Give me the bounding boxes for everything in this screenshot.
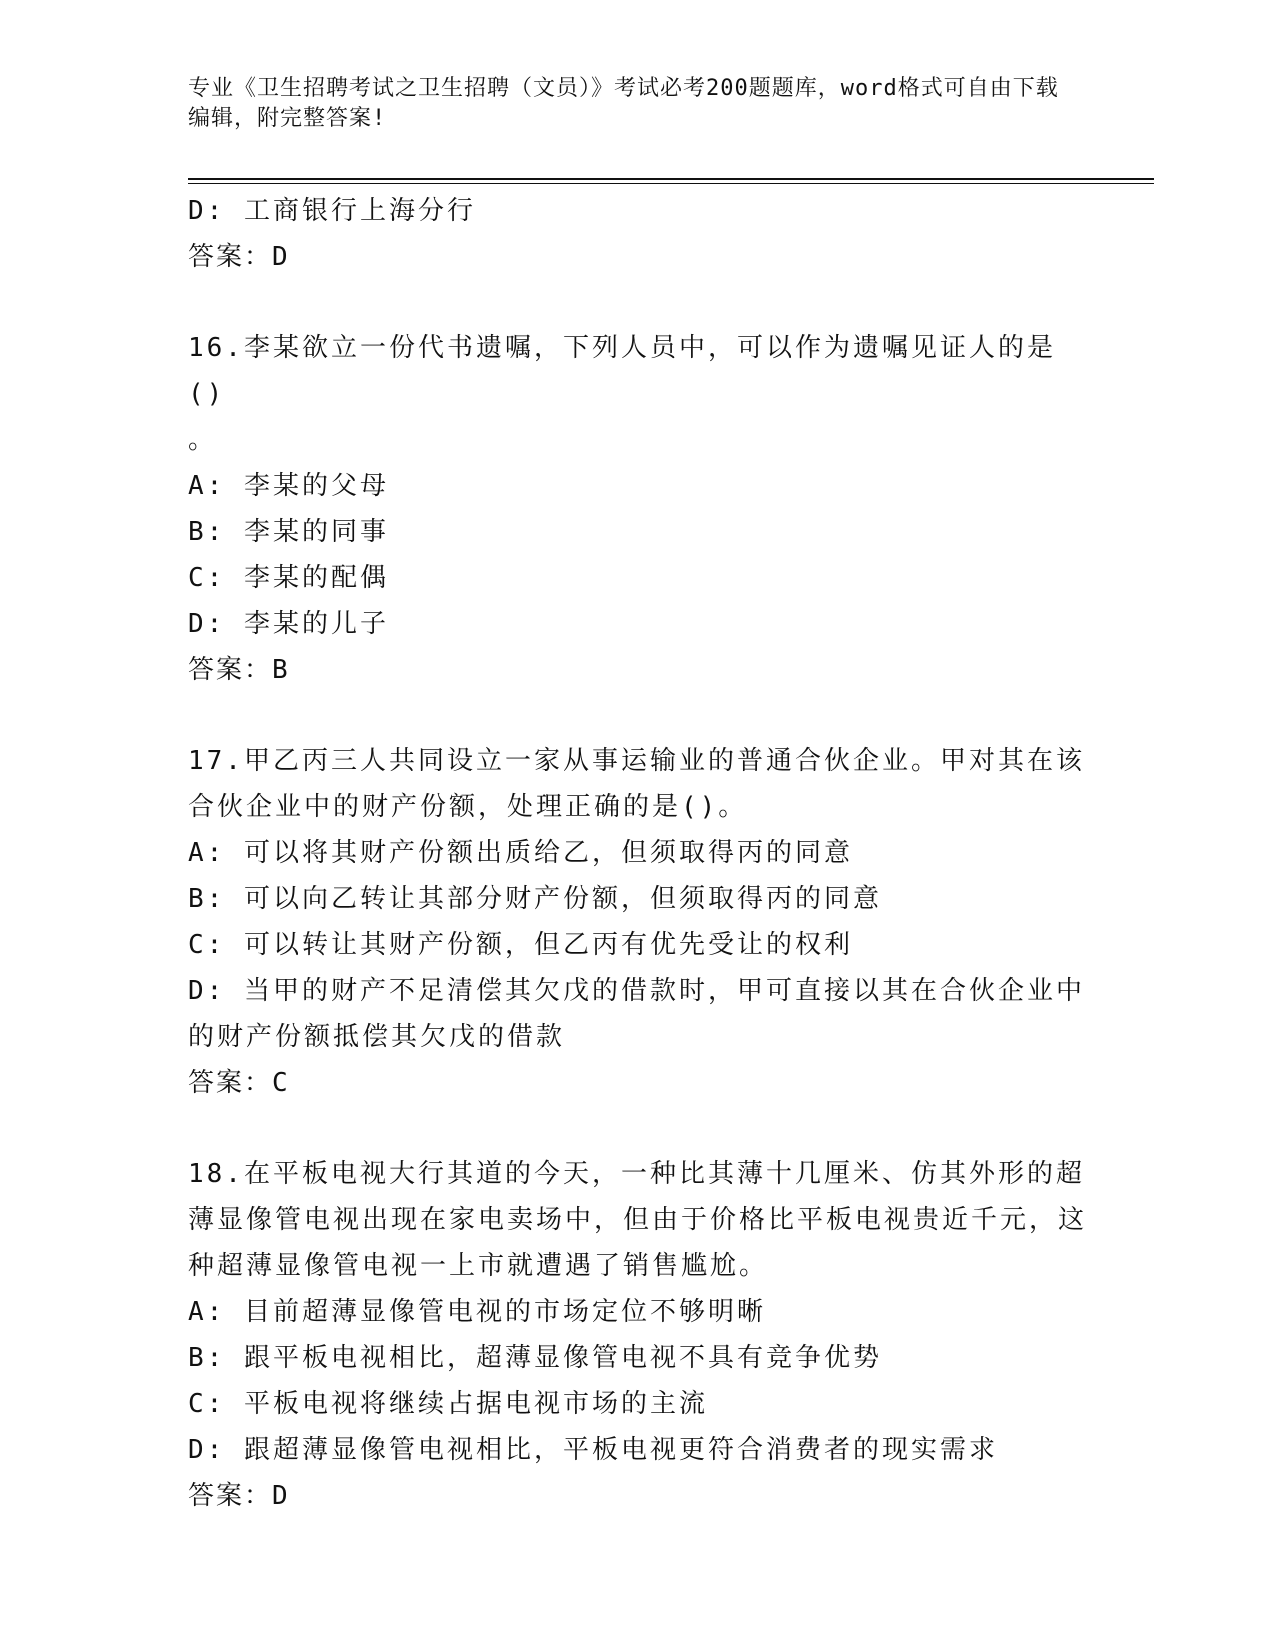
option-a: A: 目前超薄显像管电视的市场定位不够明晰 xyxy=(188,1297,766,1327)
answer xyxy=(188,1473,1088,1519)
option-c: C: 平板电视将继续占据电视市场的主流 xyxy=(188,1389,708,1419)
question-content xyxy=(188,188,1088,1519)
answer-value: D xyxy=(272,242,288,272)
answer xyxy=(188,1060,1088,1106)
document-header: 专业《卫生招聘考试之卫生招聘（文员）》考试必考200题题库，word格式可自由下载编辑，附完整答案! xyxy=(188,76,1059,131)
answer xyxy=(188,647,1088,693)
question-stem: 18.在平板电视大行其道的今天，一种比其薄十几厘米、仿其外形的超薄显像管电视出现在家电卖场中，但由于价格比平板电视贵近千元，这种超薄显像管电视一上市就遭遇了销售尴尬。 xyxy=(188,1159,1088,1281)
option-d: D: 跟超薄显像管电视相比，平板电视更符合消费者的现实需求 xyxy=(188,1435,998,1465)
header-divider-thick xyxy=(188,178,1154,180)
answer-value: B xyxy=(272,655,288,685)
question-stem: 17.甲乙丙三人共同设立一家从事运输业的普通合伙企业。甲对其在该合伙企业中的财产份额，处理正确的是()。 xyxy=(188,746,1085,822)
question-18 xyxy=(188,1151,1088,1519)
question-stem-continuation: 。 xyxy=(188,425,218,455)
option-c: C: 可以转让其财产份额，但乙丙有优先受让的权利 xyxy=(188,930,853,960)
question-17 xyxy=(188,738,1088,1106)
answer-label: 答案： xyxy=(188,242,273,272)
header-divider-thin xyxy=(188,183,1154,184)
option-b: B: 跟平板电视相比，超薄显像管电视不具有竞争优势 xyxy=(188,1343,882,1373)
question-stem: 16.李某欲立一份代书遗嘱，下列人员中，可以作为遗嘱见证人的是() xyxy=(188,333,1056,409)
answer-label: 答案： xyxy=(188,1481,273,1511)
option-c: C: 李某的配偶 xyxy=(188,563,389,593)
option-a: A: 李某的父母 xyxy=(188,471,389,501)
option-b: B: 李某的同事 xyxy=(188,517,389,547)
answer-value: C xyxy=(272,1068,288,1098)
option-d: D: 李某的儿子 xyxy=(188,609,389,639)
answer-label: 答案： xyxy=(188,1068,273,1098)
prev-answer xyxy=(188,234,1088,280)
answer-label: 答案： xyxy=(188,655,273,685)
option-a: A: 可以将其财产份额出质给乙，但须取得丙的同意 xyxy=(188,838,853,868)
option-b: B: 可以向乙转让其部分财产份额，但须取得丙的同意 xyxy=(188,884,882,914)
prev-option-d: D: 工商银行上海分行 xyxy=(188,196,476,226)
option-d: D: 当甲的财产不足清偿其欠戊的借款时，甲可直接以其在合伙企业中的财产份额抵偿其欠戊的借款 xyxy=(188,976,1085,1052)
question-16 xyxy=(188,325,1088,693)
answer-value: D xyxy=(272,1481,288,1511)
